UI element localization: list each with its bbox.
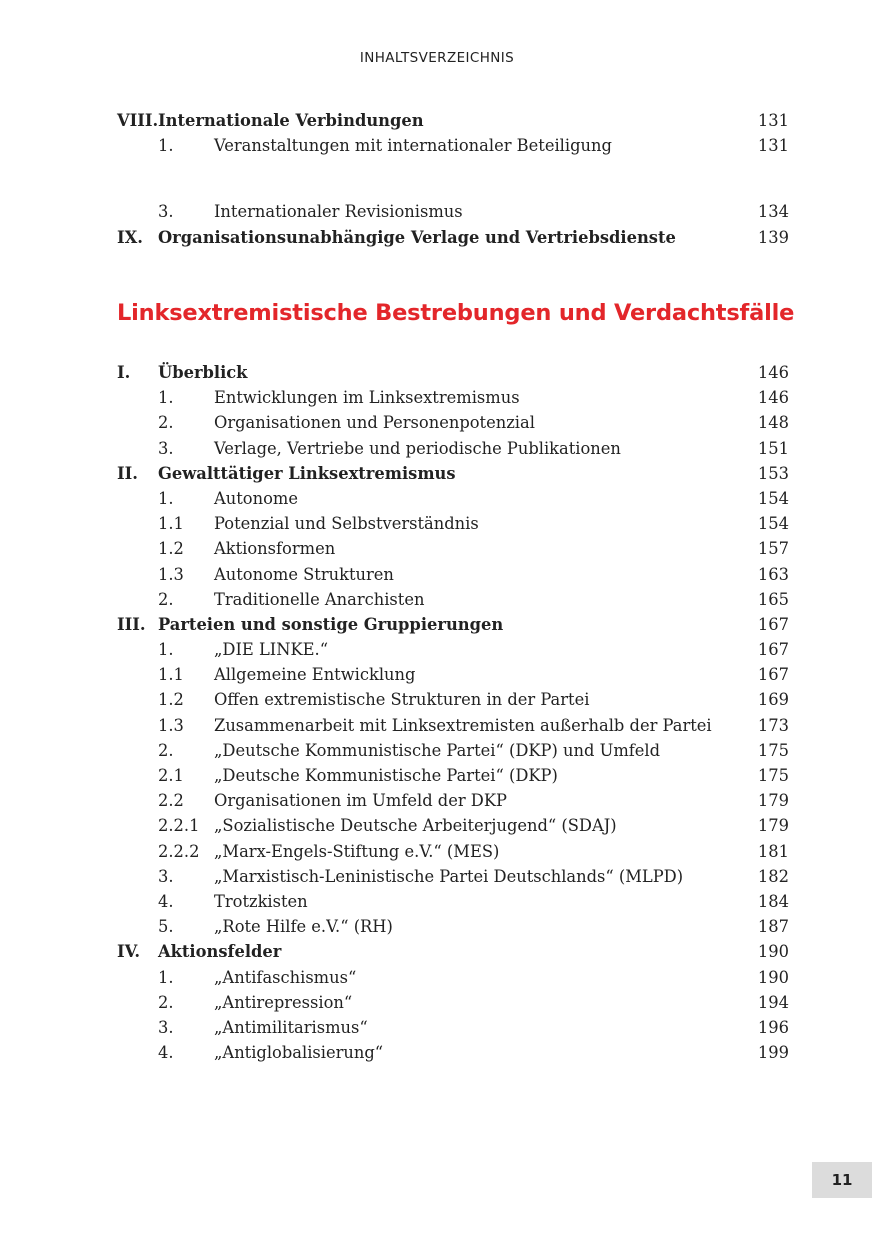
toc-entry-number: 2.2 (158, 791, 184, 811)
toc-entry-number: 2.2.2 (158, 841, 200, 861)
running-header: INHALTSVERZEICHNIS (359, 50, 515, 66)
toc-entry-title: Potenzial und Selbstverständnis (214, 514, 479, 534)
toc-entry-page: 167 (757, 665, 789, 685)
toc-entry-title: Trotzkisten (214, 891, 308, 911)
toc-entry-number: I. (117, 363, 131, 382)
toc-entry-page: 146 (757, 363, 789, 382)
toc-entry-title: „Antimilitarismus“ (214, 1017, 368, 1037)
toc-subsection-row[interactable] (117, 763, 789, 788)
toc-subsection-row[interactable] (117, 637, 789, 662)
toc-entry-number: VIII. (117, 111, 159, 130)
toc-entry-title: Autonome Strukturen (214, 564, 394, 584)
toc-entry-page: 184 (757, 891, 789, 911)
toc-entry-number: 3. (158, 866, 174, 886)
toc-entry-page: 194 (757, 992, 789, 1012)
toc-chapter-row[interactable] (117, 939, 789, 964)
toc-entry-title: Aktionsfelder (158, 942, 282, 962)
toc-entry-title: Organisationsunabhängige Verlage und Vertriebsdienste (158, 227, 676, 247)
toc-entry-number: 1.3 (158, 715, 184, 735)
toc-entry-page: 148 (757, 413, 789, 433)
toc-entry-page: 165 (757, 589, 789, 609)
toc-subsection-row[interactable] (117, 889, 789, 914)
toc-entry-title: „Antifaschismus“ (214, 967, 357, 987)
toc-entry-title: „Sozialistische Deutsche Arbeiterjugend“ (SDAJ) (214, 816, 617, 836)
toc-entry-page: 199 (757, 1043, 789, 1063)
toc-entry-page: 131 (757, 111, 789, 130)
toc-entry-page: 179 (757, 816, 789, 836)
toc-entry-title: Gewalttätiger Linksextremismus (158, 463, 456, 483)
toc-entry-title: „Antirepression“ (214, 992, 353, 1012)
toc-entry-number: 1.1 (158, 665, 184, 685)
toc-entry-number: 3. (158, 202, 174, 222)
toc-entry-title: Organisationen im Umfeld der DKP (214, 791, 507, 811)
toc-entry-title: „Marx-Engels-Stiftung e.V.“ (MES) (214, 841, 500, 861)
toc-chapter-row[interactable] (117, 225, 789, 250)
toc-top-block (117, 108, 789, 250)
toc-entry-number: 2. (158, 589, 174, 609)
toc-entry-page: 154 (757, 488, 789, 508)
toc-entry-title: „Rote Hilfe e.V.“ (RH) (214, 917, 393, 937)
toc-subsection-row[interactable] (117, 385, 789, 410)
toc-entry-page: 151 (757, 438, 789, 458)
toc-entry-title: „Marxistisch-Leninistische Partei Deutschlands“ (MLPD) (214, 866, 684, 886)
toc-entry-title: Zusammenarbeit mit Linksextremisten außerhalb der Partei (214, 715, 712, 735)
toc-entry-title: Entwicklungen im Linksextremismus (214, 388, 520, 408)
toc-entry-number: 2. (158, 992, 174, 1012)
toc-entry-title: Organisationen und Personenpotenzial (214, 413, 535, 433)
toc-entry-number: 1.2 (158, 539, 184, 559)
toc-entry-number: 1.3 (158, 564, 184, 584)
toc-entry-number: 4. (158, 1043, 174, 1063)
toc-chapter-row[interactable] (117, 360, 789, 385)
toc-entry-page: 139 (757, 227, 789, 247)
toc-entry-page: 167 (757, 640, 789, 660)
toc-subsection-row[interactable] (117, 788, 789, 813)
toc-subsection-row[interactable] (117, 738, 789, 763)
toc-entry-number: II. (117, 463, 138, 483)
toc-entry-number: III. (117, 614, 146, 634)
toc-subsection-row[interactable] (117, 965, 789, 990)
toc-entry-page: 131 (757, 136, 789, 156)
toc-subsection-row[interactable] (117, 486, 789, 511)
toc-entry-title: Parteien und sonstige Gruppierungen (158, 614, 504, 634)
toc-chapter-row[interactable] (117, 612, 789, 637)
toc-entry-number: 2.1 (158, 766, 184, 785)
toc-entry-page: 196 (757, 1017, 789, 1037)
toc-entry-number: 2.2.1 (158, 816, 200, 836)
toc-entry-page: 187 (757, 917, 789, 937)
toc-subsection-row[interactable] (117, 1040, 789, 1065)
toc-entry-title: Veranstaltungen mit internationaler Beteiligung (214, 136, 612, 156)
toc-entry-title: Autonome (214, 488, 298, 508)
toc-entry-page: 154 (757, 514, 789, 534)
page-number-badge (812, 1162, 872, 1198)
toc-subsection-row[interactable] (117, 839, 789, 864)
page-number: 11 (831, 1171, 853, 1189)
toc-chapter-row[interactable] (117, 108, 789, 133)
toc-subsection-row[interactable] (117, 511, 789, 536)
toc-entry-page: 146 (757, 388, 789, 408)
toc-subsection-row[interactable] (117, 687, 789, 712)
toc-entry-number: 2. (158, 740, 174, 760)
toc-entry-number: 1.1 (158, 514, 184, 534)
toc-entry-page: 163 (757, 564, 789, 584)
toc-subsection-row[interactable] (117, 990, 789, 1015)
toc-subsection-row[interactable] (117, 662, 789, 687)
toc-entry-page: 134 (757, 202, 789, 222)
toc-entry-number: 3. (158, 438, 174, 458)
toc-subsection-row[interactable] (117, 536, 789, 561)
toc-entry-title: Verlage, Vertriebe und periodische Publikationen (214, 438, 621, 458)
toc-gap (117, 158, 789, 199)
toc-entry-title: Offen extremistische Strukturen in der Partei (214, 690, 590, 710)
toc-entry-page: 175 (757, 766, 789, 785)
toc-entry-number: 3. (158, 1017, 174, 1037)
toc-entry-page: 169 (757, 690, 789, 710)
toc-entry-title: Aktionsformen (214, 539, 336, 559)
toc-subsection-row[interactable] (117, 813, 789, 838)
toc-entry-number: 1. (158, 967, 174, 987)
toc-entry-page: 181 (757, 841, 789, 861)
toc-subsection-row[interactable] (117, 864, 789, 889)
toc-entry-page: 190 (757, 942, 789, 962)
toc-subsection-row[interactable] (117, 914, 789, 939)
toc-entry-title: Allgemeine Entwicklung (214, 665, 416, 685)
toc-entry-title: Internationaler Revisionismus (214, 202, 463, 222)
toc-entry-number: 1. (158, 388, 174, 408)
toc-subsection-row[interactable] (117, 713, 789, 738)
toc-subsection-row[interactable] (117, 133, 789, 158)
toc-entry-number: 1. (158, 136, 174, 156)
toc-entry-page: 179 (757, 791, 789, 811)
toc-entry-title: „Antiglobalisierung“ (214, 1043, 384, 1063)
toc-entry-page: 153 (757, 463, 789, 483)
toc-entry-page: 173 (757, 715, 789, 735)
toc-entry-page: 190 (757, 967, 789, 987)
toc-entry-number: 5. (158, 917, 174, 937)
toc-subsection-row[interactable] (117, 1015, 789, 1040)
toc-entry-number: 1. (158, 488, 174, 508)
toc-subsection-row[interactable] (117, 199, 789, 224)
toc-entry-number: 4. (158, 891, 174, 911)
toc-entry-title: Überblick (158, 363, 248, 382)
toc-entry-number: 1. (158, 640, 174, 660)
toc-section-block (117, 360, 789, 1065)
toc-entry-page: 157 (757, 539, 789, 559)
toc-entry-page: 175 (757, 740, 789, 760)
toc-entry-title: „DIE LINKE.“ (214, 640, 329, 660)
toc-subsection-row[interactable] (117, 436, 789, 461)
toc-entry-number: IV. (117, 942, 141, 962)
toc-entry-title: Traditionelle Anarchisten (214, 589, 425, 609)
toc-entry-number: 1.2 (158, 690, 184, 710)
toc-entry-title: Internationale Verbindungen (158, 111, 424, 130)
toc-entry-page: 167 (757, 614, 789, 634)
section-heading: Linksextremistische Bestrebungen und Verdachtsfälle (117, 300, 795, 326)
toc-entry-page: 182 (757, 866, 789, 886)
toc-entry-title: „Deutsche Kommunistische Partei“ (DKP) und Umfeld (214, 740, 661, 760)
toc-entry-number: IX. (117, 227, 143, 247)
toc-subsection-row[interactable] (117, 562, 789, 587)
toc-chapter-row[interactable] (117, 461, 789, 486)
toc-entry-number: 2. (158, 413, 174, 433)
toc-subsection-row[interactable] (117, 587, 789, 612)
toc-subsection-row[interactable] (117, 410, 789, 435)
toc-entry-title: „Deutsche Kommunistische Partei“ (DKP) (214, 766, 558, 785)
